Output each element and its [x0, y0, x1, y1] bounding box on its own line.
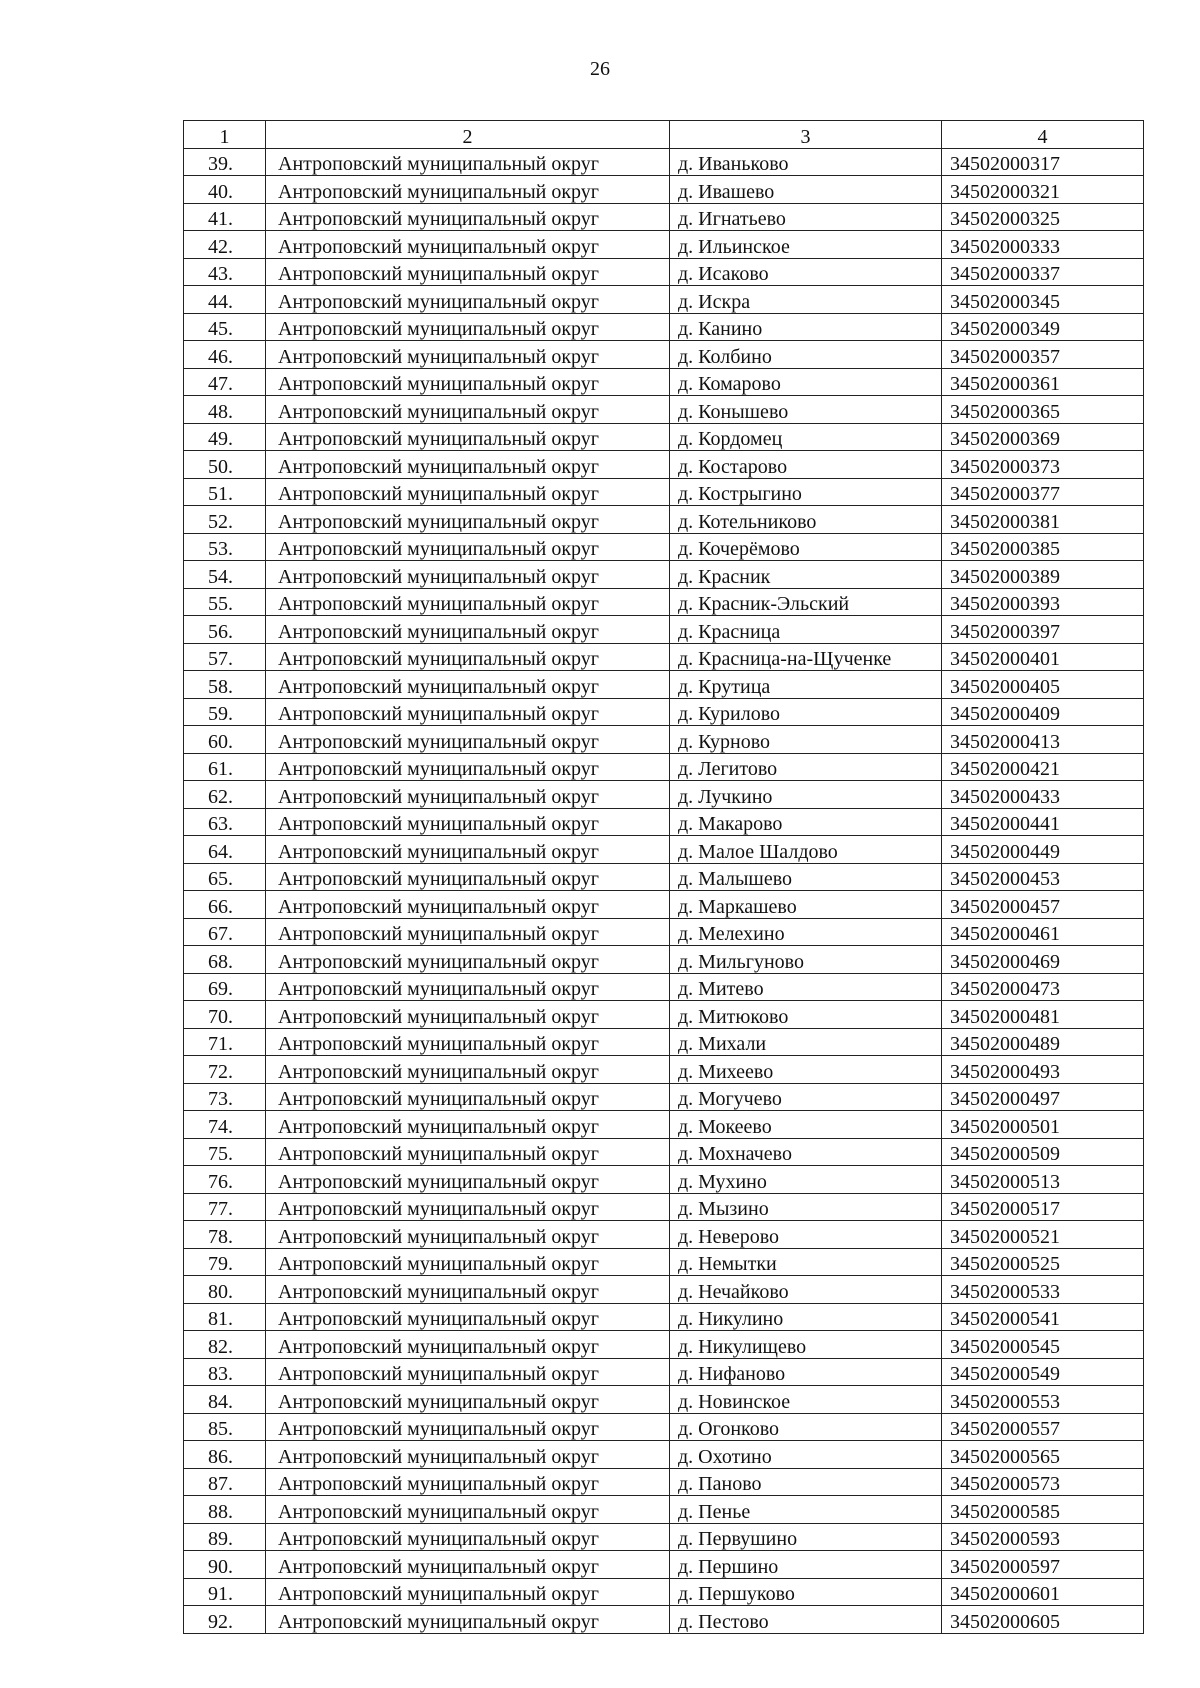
- row-number-cell: 87.: [184, 1468, 266, 1496]
- row-number-cell: 62.: [184, 781, 266, 809]
- district-cell: Антроповский муниципальный округ: [266, 1413, 670, 1441]
- oktmo-code-cell: 34502000549: [942, 1358, 1144, 1386]
- district-cell: Антроповский муниципальный округ: [266, 1166, 670, 1194]
- table-row: [184, 396, 1144, 424]
- oktmo-code-cell: 34502000449: [942, 836, 1144, 864]
- district-cell: Антроповский муниципальный округ: [266, 203, 670, 231]
- table-row: [184, 1578, 1144, 1606]
- oktmo-code-cell: 34502000369: [942, 423, 1144, 451]
- row-number-cell: 92.: [184, 1606, 266, 1634]
- settlement-cell: д. Огонково: [670, 1413, 942, 1441]
- oktmo-code-cell: 34502000349: [942, 313, 1144, 341]
- table-row: [184, 1166, 1144, 1194]
- oktmo-code-cell: 34502000597: [942, 1551, 1144, 1579]
- district-cell: Антроповский муниципальный округ: [266, 1248, 670, 1276]
- settlement-cell: д. Никулино: [670, 1303, 942, 1331]
- settlement-cell: д. Маркашево: [670, 891, 942, 919]
- oktmo-code-cell: 34502000409: [942, 698, 1144, 726]
- district-cell: Антроповский муниципальный округ: [266, 368, 670, 396]
- district-cell: Антроповский муниципальный округ: [266, 313, 670, 341]
- row-number-cell: 41.: [184, 203, 266, 231]
- settlement-cell: д. Игнатьево: [670, 203, 942, 231]
- settlement-cell: д. Охотино: [670, 1441, 942, 1469]
- oktmo-code-cell: 34502000525: [942, 1248, 1144, 1276]
- district-cell: Антроповский муниципальный округ: [266, 1193, 670, 1221]
- oktmo-code-cell: 34502000401: [942, 643, 1144, 671]
- settlement-cell: д. Неверово: [670, 1221, 942, 1249]
- row-number-cell: 40.: [184, 176, 266, 204]
- settlement-cell: д. Комарово: [670, 368, 942, 396]
- row-number-cell: 44.: [184, 286, 266, 314]
- oktmo-code-cell: 34502000469: [942, 946, 1144, 974]
- oktmo-code-cell: 34502000593: [942, 1523, 1144, 1551]
- table-row: [184, 1276, 1144, 1304]
- settlement-cell: д. Курилово: [670, 698, 942, 726]
- row-number-cell: 84.: [184, 1386, 266, 1414]
- district-cell: Антроповский муниципальный округ: [266, 973, 670, 1001]
- table-row: [184, 176, 1144, 204]
- oktmo-code-cell: 34502000373: [942, 451, 1144, 479]
- table-row: [184, 451, 1144, 479]
- settlement-cell: д. Митюково: [670, 1001, 942, 1029]
- oktmo-code-cell: 34502000389: [942, 561, 1144, 589]
- settlement-cell: д. Иваньково: [670, 148, 942, 176]
- district-cell: Антроповский муниципальный округ: [266, 1083, 670, 1111]
- settlement-cell: д. Малышево: [670, 863, 942, 891]
- table-row: [184, 1303, 1144, 1331]
- oktmo-code-cell: 34502000553: [942, 1386, 1144, 1414]
- oktmo-code-cell: 34502000441: [942, 808, 1144, 836]
- settlement-cell: д. Мухино: [670, 1166, 942, 1194]
- oktmo-code-cell: 34502000513: [942, 1166, 1144, 1194]
- district-cell: Антроповский муниципальный округ: [266, 671, 670, 699]
- settlement-cell: д. Новинское: [670, 1386, 942, 1414]
- oktmo-code-cell: 34502000493: [942, 1056, 1144, 1084]
- row-number-cell: 81.: [184, 1303, 266, 1331]
- district-cell: Антроповский муниципальный округ: [266, 231, 670, 259]
- district-cell: Антроповский муниципальный округ: [266, 1496, 670, 1524]
- table-body: [184, 148, 1144, 1633]
- row-number-cell: 71.: [184, 1028, 266, 1056]
- oktmo-code-cell: 34502000517: [942, 1193, 1144, 1221]
- district-cell: Антроповский муниципальный округ: [266, 341, 670, 369]
- settlement-cell: д. Кордомец: [670, 423, 942, 451]
- settlement-cell: д. Паново: [670, 1468, 942, 1496]
- district-cell: Антроповский муниципальный округ: [266, 863, 670, 891]
- row-number-cell: 74.: [184, 1111, 266, 1139]
- district-cell: Антроповский муниципальный округ: [266, 1276, 670, 1304]
- table-row: [184, 1606, 1144, 1634]
- oktmo-code-cell: 34502000333: [942, 231, 1144, 259]
- settlements-table: [183, 120, 1144, 1634]
- district-cell: Антроповский муниципальный округ: [266, 836, 670, 864]
- oktmo-code-cell: 34502000345: [942, 286, 1144, 314]
- oktmo-code-cell: 34502000385: [942, 533, 1144, 561]
- district-cell: Антроповский муниципальный округ: [266, 478, 670, 506]
- oktmo-code-cell: 34502000533: [942, 1276, 1144, 1304]
- row-number-cell: 60.: [184, 726, 266, 754]
- oktmo-code-cell: 34502000501: [942, 1111, 1144, 1139]
- row-number-cell: 58.: [184, 671, 266, 699]
- table-row: [184, 1221, 1144, 1249]
- table-row: [184, 1331, 1144, 1359]
- row-number-cell: 64.: [184, 836, 266, 864]
- settlement-cell: д. Михеево: [670, 1056, 942, 1084]
- oktmo-code-cell: 34502000361: [942, 368, 1144, 396]
- table-row: [184, 1111, 1144, 1139]
- row-number-cell: 51.: [184, 478, 266, 506]
- oktmo-code-cell: 34502000557: [942, 1413, 1144, 1441]
- row-number-cell: 88.: [184, 1496, 266, 1524]
- district-cell: Антроповский муниципальный округ: [266, 726, 670, 754]
- row-number-cell: 66.: [184, 891, 266, 919]
- district-cell: Антроповский муниципальный округ: [266, 1386, 670, 1414]
- oktmo-code-cell: 34502000457: [942, 891, 1144, 919]
- settlement-cell: д. Красница: [670, 616, 942, 644]
- table-row: [184, 148, 1144, 176]
- table-row: [184, 616, 1144, 644]
- oktmo-code-cell: 34502000497: [942, 1083, 1144, 1111]
- district-cell: Антроповский муниципальный округ: [266, 533, 670, 561]
- district-cell: Антроповский муниципальный округ: [266, 698, 670, 726]
- oktmo-code-cell: 34502000325: [942, 203, 1144, 231]
- oktmo-code-cell: 34502000337: [942, 258, 1144, 286]
- district-cell: Антроповский муниципальный округ: [266, 258, 670, 286]
- settlement-cell: д. Митево: [670, 973, 942, 1001]
- table-row: [184, 203, 1144, 231]
- row-number-cell: 75.: [184, 1138, 266, 1166]
- settlement-cell: д. Исаково: [670, 258, 942, 286]
- row-number-cell: 57.: [184, 643, 266, 671]
- district-cell: Антроповский муниципальный округ: [266, 1028, 670, 1056]
- settlement-cell: д. Пенье: [670, 1496, 942, 1524]
- district-cell: Антроповский муниципальный округ: [266, 1331, 670, 1359]
- oktmo-code-cell: 34502000541: [942, 1303, 1144, 1331]
- row-number-cell: 85.: [184, 1413, 266, 1441]
- row-number-cell: 45.: [184, 313, 266, 341]
- table-row: [184, 891, 1144, 919]
- table-row: [184, 1496, 1144, 1524]
- oktmo-code-cell: 34502000521: [942, 1221, 1144, 1249]
- settlement-cell: д. Малое Шалдово: [670, 836, 942, 864]
- district-cell: Антроповский муниципальный округ: [266, 616, 670, 644]
- row-number-cell: 52.: [184, 506, 266, 534]
- row-number-cell: 56.: [184, 616, 266, 644]
- table-row: [184, 1056, 1144, 1084]
- row-number-cell: 39.: [184, 148, 266, 176]
- district-cell: Антроповский муниципальный округ: [266, 148, 670, 176]
- settlement-cell: д. Макарово: [670, 808, 942, 836]
- table-row: [184, 946, 1144, 974]
- oktmo-code-cell: 34502000397: [942, 616, 1144, 644]
- row-number-cell: 86.: [184, 1441, 266, 1469]
- oktmo-code-cell: 34502000585: [942, 1496, 1144, 1524]
- table-row: [184, 478, 1144, 506]
- table-row: [184, 836, 1144, 864]
- row-number-cell: 72.: [184, 1056, 266, 1084]
- district-cell: Антроповский муниципальный округ: [266, 396, 670, 424]
- district-cell: Антроповский муниципальный округ: [266, 1468, 670, 1496]
- district-cell: Антроповский муниципальный округ: [266, 506, 670, 534]
- page-number: 26: [590, 58, 610, 80]
- table-row: [184, 863, 1144, 891]
- settlement-cell: д. Кочерёмово: [670, 533, 942, 561]
- district-cell: Антроповский муниципальный округ: [266, 808, 670, 836]
- oktmo-code-cell: 34502000601: [942, 1578, 1144, 1606]
- row-number-cell: 76.: [184, 1166, 266, 1194]
- district-cell: Антроповский муниципальный округ: [266, 176, 670, 204]
- table-row: [184, 1138, 1144, 1166]
- row-number-cell: 63.: [184, 808, 266, 836]
- oktmo-code-cell: 34502000489: [942, 1028, 1144, 1056]
- district-cell: Антроповский муниципальный округ: [266, 286, 670, 314]
- table-row: [184, 368, 1144, 396]
- settlement-cell: д. Нечайково: [670, 1276, 942, 1304]
- table-row: [184, 1523, 1144, 1551]
- district-cell: Антроповский муниципальный округ: [266, 1056, 670, 1084]
- table-row: [184, 341, 1144, 369]
- settlement-cell: д. Мохначево: [670, 1138, 942, 1166]
- oktmo-code-cell: 34502000421: [942, 753, 1144, 781]
- row-number-cell: 78.: [184, 1221, 266, 1249]
- oktmo-code-cell: 34502000565: [942, 1441, 1144, 1469]
- table-row: [184, 231, 1144, 259]
- settlement-cell: д. Крутица: [670, 671, 942, 699]
- district-cell: Антроповский муниципальный округ: [266, 753, 670, 781]
- district-cell: Антроповский муниципальный округ: [266, 588, 670, 616]
- table-row: [184, 1193, 1144, 1221]
- oktmo-code-cell: 34502000357: [942, 341, 1144, 369]
- settlement-cell: д. Костарово: [670, 451, 942, 479]
- table-row: [184, 973, 1144, 1001]
- table-row: [184, 781, 1144, 809]
- settlement-cell: д. Мелехино: [670, 918, 942, 946]
- settlement-cell: д. Первушино: [670, 1523, 942, 1551]
- row-number-cell: 79.: [184, 1248, 266, 1276]
- oktmo-code-cell: 34502000509: [942, 1138, 1144, 1166]
- oktmo-code-cell: 34502000545: [942, 1331, 1144, 1359]
- oktmo-code-cell: 34502000365: [942, 396, 1144, 424]
- table-row: [184, 533, 1144, 561]
- settlement-cell: д. Першуково: [670, 1578, 942, 1606]
- settlement-cell: д. Колбино: [670, 341, 942, 369]
- table-row: [184, 1028, 1144, 1056]
- settlement-cell: д. Искра: [670, 286, 942, 314]
- settlement-cell: д. Красник-Эльский: [670, 588, 942, 616]
- table-row: [184, 918, 1144, 946]
- settlement-cell: д. Конышево: [670, 396, 942, 424]
- district-cell: Антроповский муниципальный округ: [266, 891, 670, 919]
- row-number-cell: 80.: [184, 1276, 266, 1304]
- table-row: [184, 1358, 1144, 1386]
- settlement-cell: д. Мильгуново: [670, 946, 942, 974]
- table-header-row: [184, 121, 1144, 149]
- district-cell: Антроповский муниципальный округ: [266, 946, 670, 974]
- table-row: [184, 561, 1144, 589]
- table-row: [184, 1386, 1144, 1414]
- row-number-cell: 65.: [184, 863, 266, 891]
- table-row: [184, 1468, 1144, 1496]
- settlement-cell: д. Немытки: [670, 1248, 942, 1276]
- table-row: [184, 643, 1144, 671]
- row-number-cell: 70.: [184, 1001, 266, 1029]
- row-number-cell: 77.: [184, 1193, 266, 1221]
- row-number-cell: 48.: [184, 396, 266, 424]
- table-row: [184, 588, 1144, 616]
- district-cell: Антроповский муниципальный округ: [266, 643, 670, 671]
- table-row: [184, 313, 1144, 341]
- table-row: [184, 258, 1144, 286]
- table-row: [184, 1551, 1144, 1579]
- settlement-cell: д. Красница-на-Щученке: [670, 643, 942, 671]
- oktmo-code-cell: 34502000377: [942, 478, 1144, 506]
- row-number-cell: 89.: [184, 1523, 266, 1551]
- district-cell: Антроповский муниципальный округ: [266, 423, 670, 451]
- row-number-cell: 53.: [184, 533, 266, 561]
- district-cell: Антроповский муниципальный округ: [266, 1606, 670, 1634]
- district-cell: Антроповский муниципальный округ: [266, 561, 670, 589]
- settlement-cell: д. Могучево: [670, 1083, 942, 1111]
- table-row: [184, 671, 1144, 699]
- row-number-cell: 91.: [184, 1578, 266, 1606]
- table-row: [184, 286, 1144, 314]
- row-number-cell: 73.: [184, 1083, 266, 1111]
- row-number-cell: 59.: [184, 698, 266, 726]
- row-number-cell: 82.: [184, 1331, 266, 1359]
- settlement-cell: д. Кострыгино: [670, 478, 942, 506]
- district-cell: Антроповский муниципальный округ: [266, 1523, 670, 1551]
- row-number-cell: 55.: [184, 588, 266, 616]
- oktmo-code-cell: 34502000573: [942, 1468, 1144, 1496]
- header-col-4: 4: [942, 121, 1144, 149]
- header-col-1: 1: [184, 121, 266, 149]
- row-number-cell: 83.: [184, 1358, 266, 1386]
- settlement-cell: д. Ильинское: [670, 231, 942, 259]
- district-cell: Антроповский муниципальный округ: [266, 1578, 670, 1606]
- row-number-cell: 43.: [184, 258, 266, 286]
- district-cell: Антроповский муниципальный округ: [266, 1221, 670, 1249]
- table-row: [184, 1248, 1144, 1276]
- settlement-cell: д. Котельниково: [670, 506, 942, 534]
- table-row: [184, 423, 1144, 451]
- district-cell: Антроповский муниципальный округ: [266, 1441, 670, 1469]
- district-cell: Антроповский муниципальный округ: [266, 918, 670, 946]
- table-row: [184, 753, 1144, 781]
- district-cell: Антроповский муниципальный округ: [266, 1111, 670, 1139]
- district-cell: Антроповский муниципальный округ: [266, 1001, 670, 1029]
- settlement-cell: д. Красник: [670, 561, 942, 589]
- table-row: [184, 698, 1144, 726]
- table-row: [184, 1441, 1144, 1469]
- settlement-cell: д. Легитово: [670, 753, 942, 781]
- row-number-cell: 42.: [184, 231, 266, 259]
- oktmo-code-cell: 34502000453: [942, 863, 1144, 891]
- row-number-cell: 67.: [184, 918, 266, 946]
- settlement-cell: д. Курново: [670, 726, 942, 754]
- oktmo-code-cell: 34502000405: [942, 671, 1144, 699]
- row-number-cell: 54.: [184, 561, 266, 589]
- oktmo-code-cell: 34502000473: [942, 973, 1144, 1001]
- row-number-cell: 61.: [184, 753, 266, 781]
- oktmo-code-cell: 34502000605: [942, 1606, 1144, 1634]
- table-row: [184, 726, 1144, 754]
- row-number-cell: 68.: [184, 946, 266, 974]
- header-col-2: 2: [266, 121, 670, 149]
- district-cell: Антроповский муниципальный округ: [266, 781, 670, 809]
- row-number-cell: 50.: [184, 451, 266, 479]
- table-row: [184, 1083, 1144, 1111]
- oktmo-code-cell: 34502000317: [942, 148, 1144, 176]
- settlement-cell: д. Першино: [670, 1551, 942, 1579]
- settlement-cell: д. Ивашево: [670, 176, 942, 204]
- table-row: [184, 1001, 1144, 1029]
- row-number-cell: 69.: [184, 973, 266, 1001]
- row-number-cell: 46.: [184, 341, 266, 369]
- district-cell: Антроповский муниципальный округ: [266, 1358, 670, 1386]
- district-cell: Антроповский муниципальный округ: [266, 1303, 670, 1331]
- row-number-cell: 47.: [184, 368, 266, 396]
- oktmo-code-cell: 34502000433: [942, 781, 1144, 809]
- settlement-cell: д. Мызино: [670, 1193, 942, 1221]
- table-row: [184, 808, 1144, 836]
- row-number-cell: 49.: [184, 423, 266, 451]
- settlement-cell: д. Михали: [670, 1028, 942, 1056]
- oktmo-code-cell: 34502000481: [942, 1001, 1144, 1029]
- row-number-cell: 90.: [184, 1551, 266, 1579]
- table-row: [184, 1413, 1144, 1441]
- settlement-cell: д. Лучкино: [670, 781, 942, 809]
- settlement-cell: д. Канино: [670, 313, 942, 341]
- oktmo-code-cell: 34502000381: [942, 506, 1144, 534]
- district-cell: Антроповский муниципальный округ: [266, 1551, 670, 1579]
- district-cell: Антроповский муниципальный округ: [266, 451, 670, 479]
- district-cell: Антроповский муниципальный округ: [266, 1138, 670, 1166]
- settlement-cell: д. Пестово: [670, 1606, 942, 1634]
- table-row: [184, 506, 1144, 534]
- settlement-cell: д. Нифаново: [670, 1358, 942, 1386]
- settlement-cell: д. Никулищево: [670, 1331, 942, 1359]
- oktmo-code-cell: 34502000393: [942, 588, 1144, 616]
- header-col-3: 3: [670, 121, 942, 149]
- oktmo-code-cell: 34502000461: [942, 918, 1144, 946]
- oktmo-code-cell: 34502000321: [942, 176, 1144, 204]
- oktmo-code-cell: 34502000413: [942, 726, 1144, 754]
- settlement-cell: д. Мокеево: [670, 1111, 942, 1139]
